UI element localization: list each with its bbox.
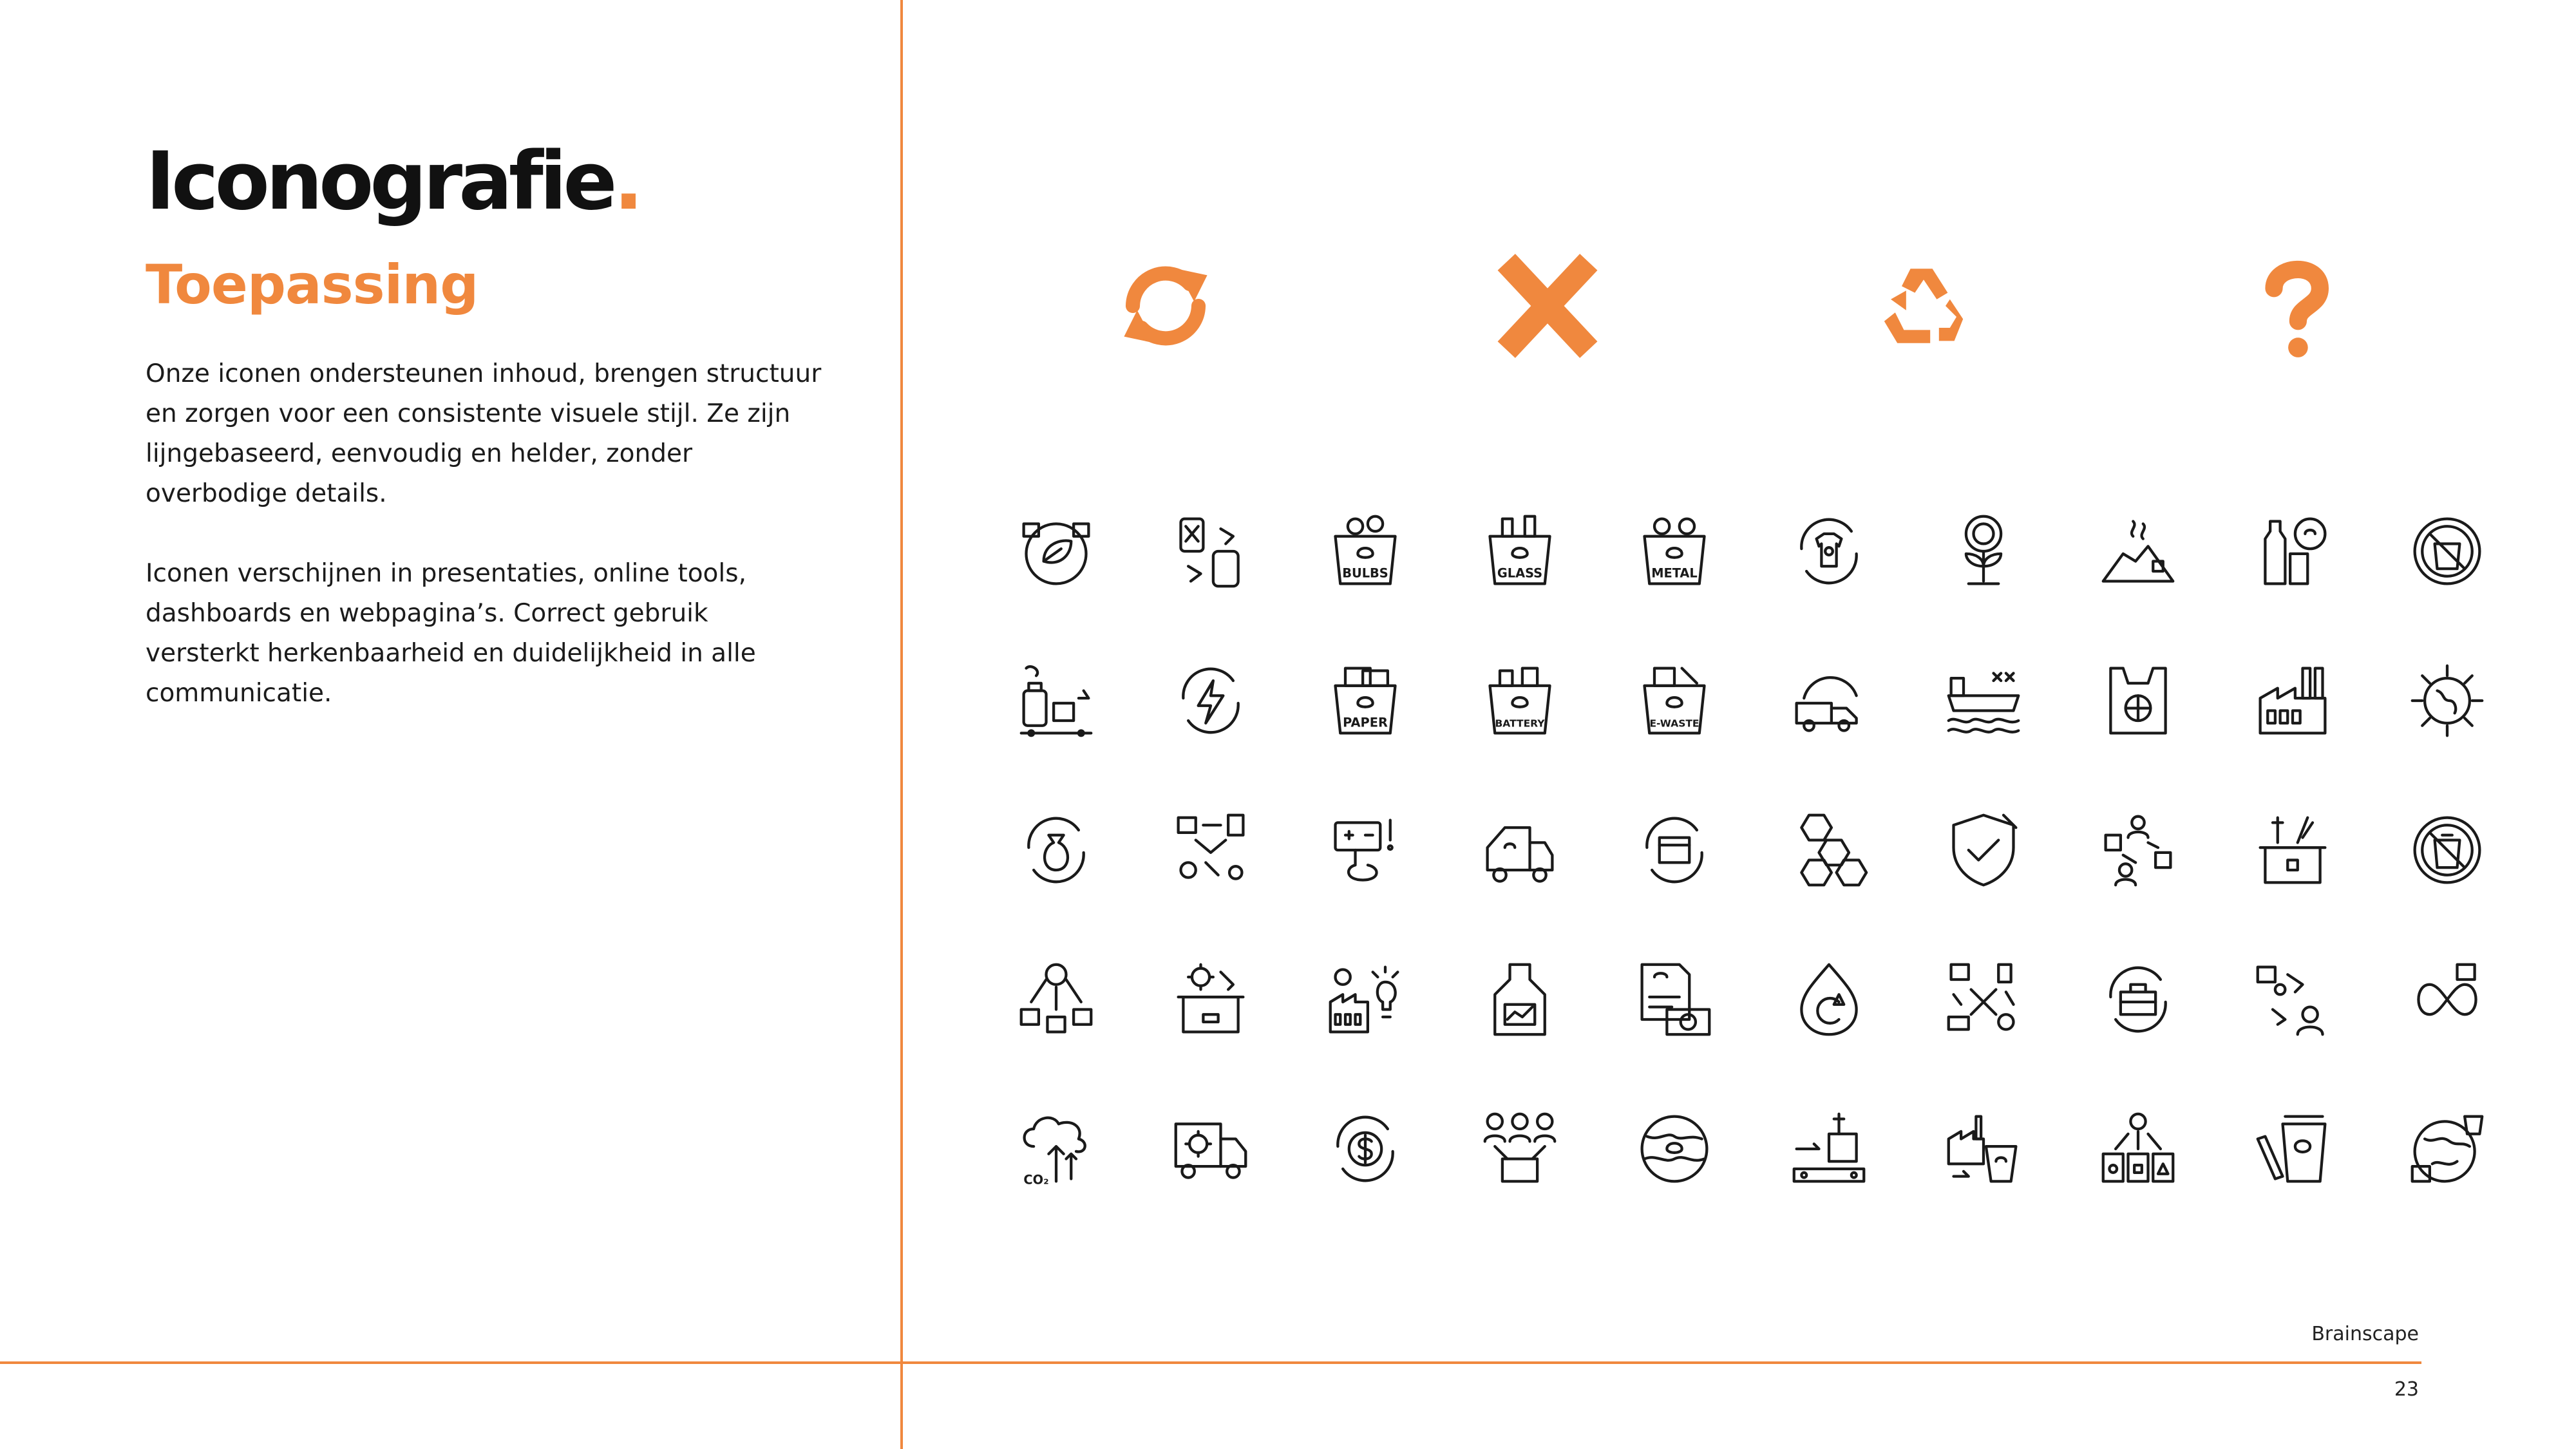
bottles-recycle-icon (2215, 477, 2370, 629)
waste-pile-icon (2061, 477, 2215, 629)
co2-label: CO₂ (1023, 1172, 1049, 1188)
waste-sorting-icon (1133, 775, 1288, 927)
paper-bin-icon (1288, 626, 1443, 778)
icon-grid (979, 477, 2524, 1224)
refresh-icon (1111, 251, 1220, 361)
bin-label-paper: PAPER (1343, 715, 1388, 730)
delivery-truck-gear-icon (1133, 1074, 1288, 1226)
cloud-co2-icon (979, 1074, 1133, 1226)
factory-bin-icon (1906, 1074, 2061, 1226)
waste-network-icon (1906, 925, 2061, 1077)
question-mark-icon (2241, 251, 2351, 361)
bin-shovel-icon (2215, 1074, 2370, 1226)
bottle-cans-icon (1133, 477, 1288, 629)
sorting-flow-icon (979, 925, 1133, 1077)
box-gear-icon (1133, 925, 1288, 1077)
bin-label-metal: METAL (1651, 565, 1698, 581)
energy-cycle-icon (1133, 626, 1288, 778)
page-title (146, 135, 644, 228)
hexagons-icon (1752, 775, 1906, 927)
drop-recycle-icon (1752, 925, 1906, 1077)
conveyor-product-icon (1752, 1074, 1906, 1226)
metal-bin-icon (1597, 477, 1752, 629)
money-plant-icon (1906, 477, 2061, 629)
toolbox-cycle-icon (2061, 925, 2215, 1077)
bulbs-bin-icon (1288, 477, 1443, 629)
shopping-bag-icon (2061, 626, 2215, 778)
garbage-truck-icon (1443, 775, 1597, 927)
horizontal-divider (0, 1361, 2421, 1364)
page-subtitle: Toepassing (146, 253, 478, 316)
ocean-pollution-icon (1906, 626, 2061, 778)
intro-paragraph: Onze iconen ondersteunen inhoud, brengen structuur en zorgen voor een consistente visuele stijl. Ze zijn lijngebaseerd, eenvoudig en helder, zonder overbodige details. (146, 359, 822, 508)
box-cycle-icon (1597, 775, 1752, 927)
no-bin-icon (2370, 775, 2524, 927)
recycling-truck-icon (1752, 626, 1906, 778)
globe-leaf-icon (979, 477, 1133, 629)
people-box-exchange-icon (2061, 775, 2215, 927)
team-box-icon (1443, 1074, 1597, 1226)
title-text: Iconografie (146, 135, 614, 228)
bin-label-bulbs: BULBS (1342, 565, 1388, 581)
box-tools-icon (2215, 775, 2370, 927)
bag-cycle-icon (979, 775, 1133, 927)
factory-idea-icon (1288, 925, 1443, 1077)
earth-bin-icon (2370, 1074, 2524, 1226)
bottle-chart-icon (1443, 925, 1597, 1077)
bin-label-ewaste: E-WASTE (1649, 717, 1700, 730)
shield-check-icon (1906, 775, 2061, 927)
earth-gear-icon (2370, 626, 2524, 778)
bin-label-battery: BATTERY (1495, 717, 1545, 730)
globe-recycle-icon (1597, 1074, 1752, 1226)
sorting-bins-icon (2061, 1074, 2215, 1226)
bin-label-glass: GLASS (1497, 565, 1543, 581)
factory-icon (2215, 626, 2370, 778)
infinity-box-icon (2370, 925, 2524, 1077)
recycle-icon (1869, 251, 1978, 361)
footer-brand: Brainscape (2311, 1323, 2419, 1345)
usage-paragraph: Iconen verschijnen in presentaties, online tools, dashboards en webpagina’s. Correct gebruik versterkt herkenbaarheid en duidelijkheid in alle communicatie. (146, 559, 756, 708)
battery-bin-icon (1443, 626, 1597, 778)
close-x-icon (1493, 251, 1602, 361)
person-exchange-icon (2215, 925, 2370, 1077)
shirt-recycle-icon (1752, 477, 1906, 629)
invoice-money-icon (1597, 925, 1752, 1077)
money-cycle-icon (1288, 1074, 1443, 1226)
e-waste-bin-icon (1597, 626, 1752, 778)
title-accent-dot: . (613, 135, 644, 228)
page-number: 23 (2394, 1378, 2419, 1401)
battery-leak-icon (1288, 775, 1443, 927)
jar-conveyor-icon (979, 626, 1133, 778)
vertical-divider (900, 0, 903, 1449)
no-plastic-icon (2370, 477, 2524, 629)
glass-bin-icon (1443, 477, 1597, 629)
